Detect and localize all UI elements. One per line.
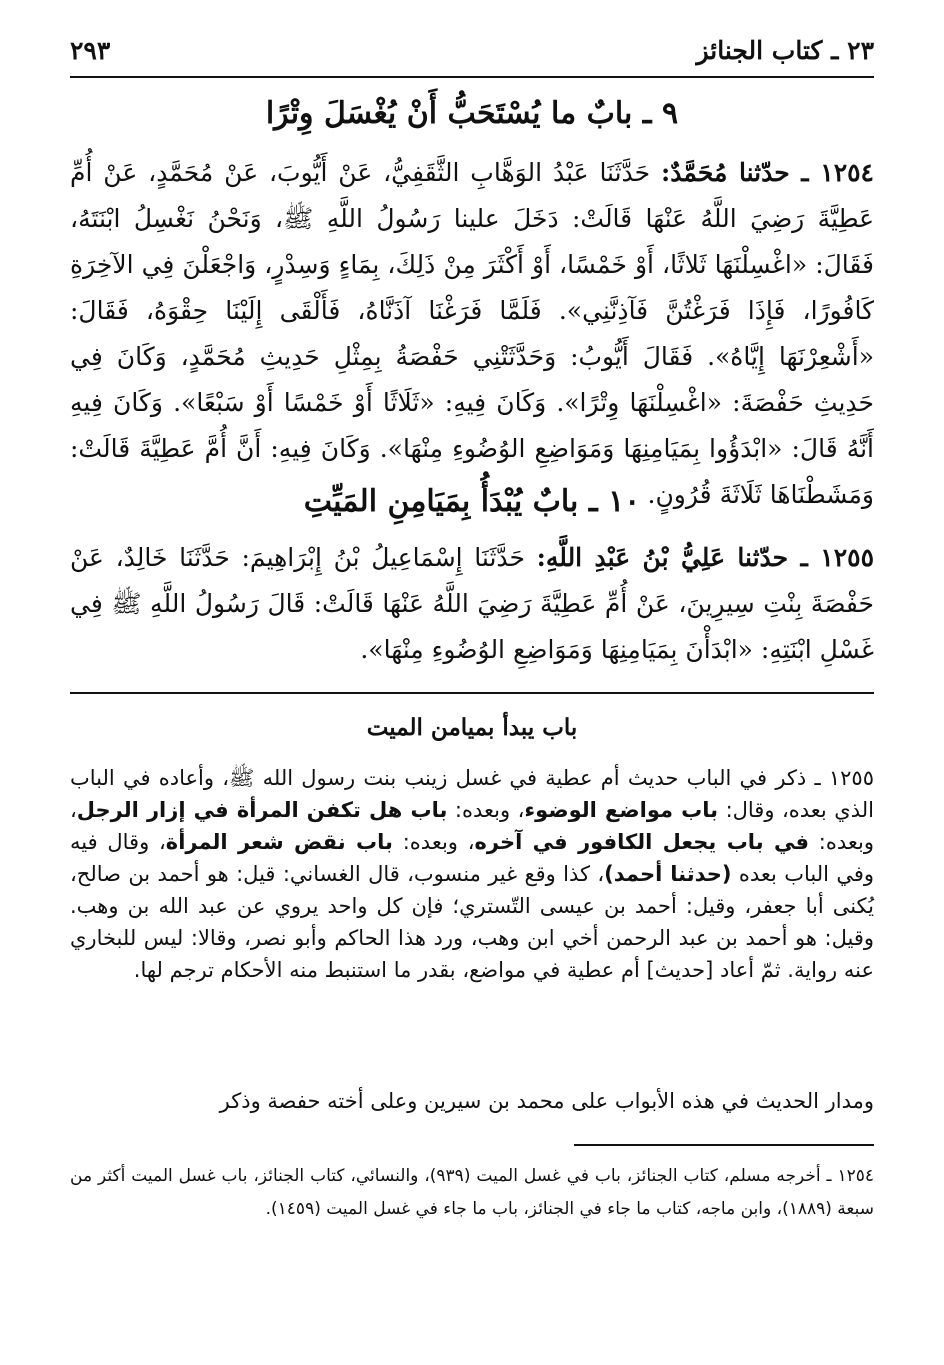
commentary-paragraph-2: ومدار الحديث في هذه الأبواب على محمد بن سيرين وعلى أخته حفصة وذكر [219,1089,874,1113]
hadith-1254 [70,150,874,518]
chapter-heading-10: ١٠ ـ بابٌ يُبْدَأُ بِمَيَامِنِ المَيِّتِ [303,484,641,519]
commentary-divider [70,692,874,694]
commentary-bold: باب هل تكفن المرأة في إزار الرجل [76,798,448,822]
commentary-paragraph-1 [70,762,874,986]
commentary-text: ، وبعده: [70,798,874,854]
commentary-bold: في باب يجعل الكافور في آخره [474,830,809,854]
hadith-1255-text: حَدَّثَنَا إِسْمَاعِيلُ بْنُ إِبْرَاهِيمَ: حَدَّثَنَا خَالِدٌ، عَنْ حَفْصَةَ بِنْتِ سِيرِينَ، عَنْ أُمِّ عَطِيَّةَ رَضِيَ اللَّهُ عَنْهَا قَالَتْ: قَالَ رَسُولُ اللَّهِ ﷺ فِي غَسْلِ ابْنَتِهِ: «ابْدَأْنَ بِمَيَامِنِهَا وَمَوَاضِعِ الوُضُوءِ مِنْهَا». [70,543,874,664]
header-rule [70,76,874,78]
hadith-1255-lead: ١٢٥٥ ـ حدّثنا عَلِيُّ بْنُ عَبْدِ اللَّهِ: [536,543,874,572]
commentary-text: ، وقال فيه وفي الباب بعده [70,830,875,886]
page-header [70,28,874,78]
footnote-rule [574,1144,874,1146]
commentary-bold: باب مواضع الوضوء [524,798,719,822]
hadith-1254-lead: ١٢٥٤ ـ حدّثنا مُحَمَّدٌ: [661,158,874,187]
footnote-1254: ١٢٥٤ ـ أخرجه مسلم، كتاب الجنائز، باب في غسل الميت (٩٣٩)، والنسائي، كتاب الجنائز، باب غسل الميت أكثر من سبعة (١٨٨٩)، وابن ماجه، كتاب ما جاء في الجنائز، باب ما جاء في غسل الميت (١٤٥٩). [70,1166,874,1219]
running-title: ٢٣ ـ كتاب الجنائز [696,36,874,65]
hadith-1255 [70,535,874,673]
commentary-title: باب يبدأ بميامن الميت [366,714,578,741]
page-number: ٢٩٣ [70,36,111,65]
commentary-bold: باب نقض شعر المرأة [165,830,393,854]
commentary-text: ، وبعده: [402,830,475,854]
chapter-heading-9: ٩ ـ بابٌ ما يُسْتَحَبُّ أَنْ يُغْسَلَ وِتْرًا [265,96,679,131]
commentary-text: ١٢٥٥ ـ ذكر في الباب حديث أم عطية في غسل زينب بنت رسول الله ﷺ، وأعاده في الباب الذي بعده، وقال: [70,766,874,822]
hadith-1254-text: حَدَّثَنَا عَبْدُ الوَهَّابِ الثَّقَفِيُّ، عَنْ أَيُّوبَ، عَنْ مُحَمَّدٍ، عَنْ أُمِّ عَطِيَّةَ رَضِيَ اللَّهُ عَنْهَا قَالَتْ: دَخَلَ علينا رَسُولُ اللَّهِ ﷺ، وَنَحْنُ نَغْسِلُ ابْنَتَهُ، فَقَالَ: «اغْسِلْنَهَا ثَلاثًا، أَوْ خَمْسًا، أَوْ أَكْثَرَ مِنْ ذَلِكَ، بِمَاءٍ وَسِدْرٍ، وَاجْعَلْنَ فِي الآخِرَةِ كَافُورًا، فَإِذَا فَرَغْتُنَّ فَآذِنَّنِي». فَلَمَّا فَرَغْنَا آذَنَّاهُ، فَأَلْقَى إِلَيْنَا حِقْوَهُ، فَقَالَ: «أَشْعِرْنَهَا إِيَّاهُ». فَقَالَ أَيُّوبُ: وَحَدَّثَتْنِي حَفْصَةُ بِمِثْلِ حَدِيثِ مُحَمَّدٍ، وَكَانَ فِي حَدِيثِ حَفْصَةَ: «اغْسِلْنَهَا وِتْرًا». وَكَانَ فِيهِ: «ثَلَاثًا أَوْ خَمْسًا أَوْ سَبْعًا». وَكَانَ فِيهِ أَنَّهُ قَالَ: «ابْدَؤُوا بِمَيَامِنِهَا وَمَوَاضِعِ الوُضُوءِ مِنْهَا». وَكَانَ فِيهِ: أَنَّ أُمَّ عَطِيَّةَ قَالَتْ: وَمَشَطْنَاهَا ثَلَاثَةَ قُرُونٍ. [70,158,874,509]
commentary-text: ، كذا وقع غير منسوب، قال الغساني: قيل: هو أحمد بن صالح، يُكنى أبا جعفر، وقيل: أحمد بن عيسى التّستري؛ فإن كل واحد يروي عن عبد الله بن وهب. وقيل: هو أحمد بن عبد الرحمن أخي ابن وهب، ورد هذا الحاكم وأبو نصر، وقالا: ليس للبخاري عنه رواية. ثمّ أعاد [حديث] أم عطية في مواضع، بقدر ما استنبط منه الأحكام ترجم لها. [70,862,874,982]
commentary-bold: (حدثنا أحمد) [604,862,732,886]
commentary-text: ، وبعده: [454,798,525,822]
